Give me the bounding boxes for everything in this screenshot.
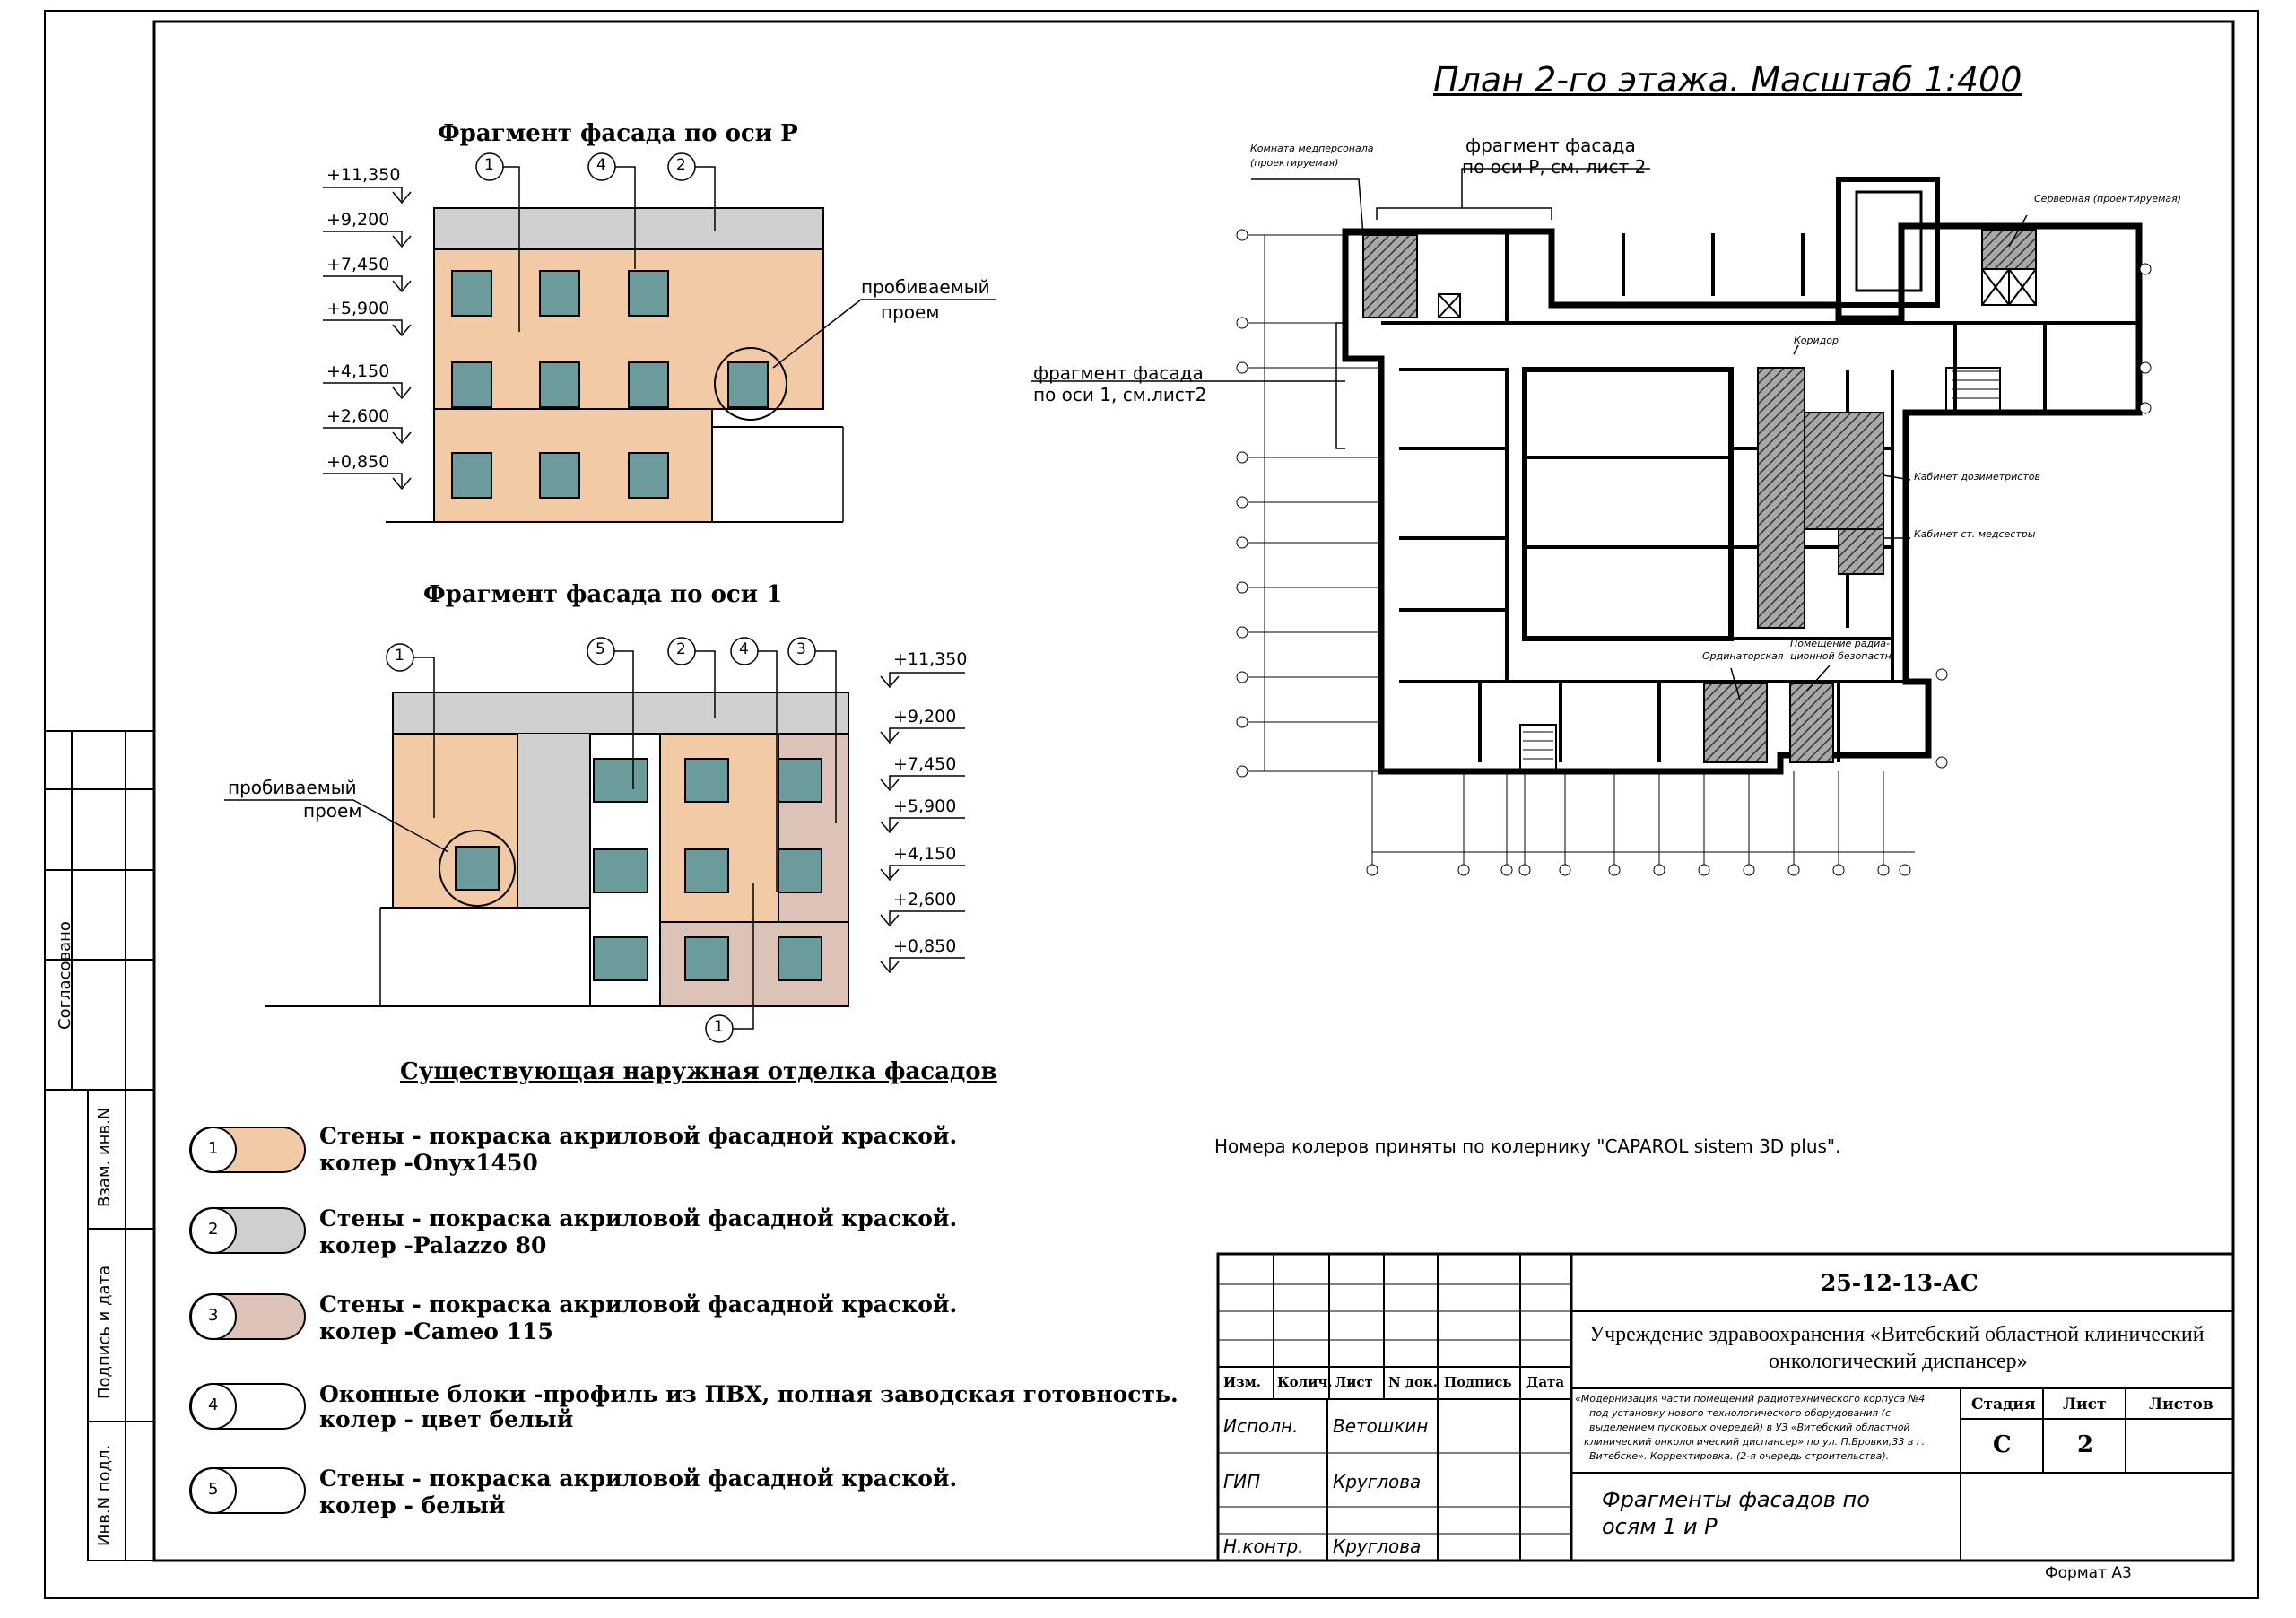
legend-3-line1: Стены - покраска акриловой фасадной краской.	[319, 1292, 958, 1318]
room-corridor: Коридор	[1794, 335, 1839, 346]
room-staff: Комната медперсонала	[1250, 143, 1374, 154]
finishes-title: Существующая наружная отделка фасадов	[400, 1058, 997, 1085]
hdr-ndok: N док.	[1388, 1374, 1438, 1390]
stage-header: Стадия	[1971, 1396, 2036, 1414]
name-executor: Ветошкин	[1333, 1415, 1429, 1437]
elev-1-3: +7,450	[893, 754, 957, 774]
legend-num-4: 4	[208, 1396, 219, 1414]
legend-4-line1: Оконные блоки -профиль из ПВХ, полная заводская готовность.	[319, 1381, 1178, 1407]
caparol-note: Номера колеров приняты по колернику "CAPAROL sistem 3D plus".	[1214, 1135, 1841, 1157]
callout-p-1: 1	[484, 156, 494, 174]
room-radiation-2: ционной безопастн.	[1790, 650, 1895, 662]
legend-5-line1: Стены - покраска акриловой фасадной краской.	[319, 1466, 958, 1492]
elev-p-2: +9,200	[326, 210, 390, 230]
elev-p-5: +4,150	[326, 361, 390, 381]
room-staff-sub: (проектируемая)	[1250, 157, 1339, 169]
plan-axis-markers-bottom	[1367, 865, 1910, 875]
legend-5-line2: колер - белый	[319, 1492, 506, 1518]
project-line2: под установку нового технологического оборудования (с	[1589, 1407, 1892, 1419]
project-line3: выделением пусковых очередей) в УЗ «Витебский областной	[1589, 1422, 1910, 1433]
role-gip: ГИП	[1223, 1471, 1261, 1492]
format-label: Формат А3	[2045, 1564, 2132, 1582]
legend-num-2: 2	[208, 1220, 219, 1239]
plan-axis-lines-left	[1247, 235, 1381, 771]
frag-p-line2: по оси Р, см. лист 2	[1462, 156, 1647, 178]
elev-p-6: +2,600	[326, 406, 390, 426]
facade-p-drawing	[323, 153, 996, 522]
elev-1-5: +4,150	[893, 844, 957, 864]
elev-p-7: +0,850	[326, 452, 390, 472]
facade-p-title: Фрагмент фасада по оси Р	[438, 120, 798, 147]
project-line4: клинический онкологический диспансер» по ул. П.Бровки,33 в г.	[1584, 1436, 1926, 1448]
opening-note-p-1: пробиваемый	[861, 276, 990, 298]
legend-3-line2: колер -Cameo 115	[319, 1318, 553, 1344]
project-line1: «Модернизация части помещений радиотехнического корпуса №4	[1575, 1393, 1926, 1405]
side-label-replace: Взам. инв.N	[95, 1107, 114, 1207]
hdr-izm: Изм.	[1223, 1374, 1261, 1390]
opening-note-p-2: проем	[881, 301, 940, 323]
legend-1-line2: колер -Onyx1450	[319, 1150, 538, 1176]
name-gip: Круглова	[1333, 1471, 1422, 1492]
frag-1-line2: по оси 1, см.лист2	[1033, 384, 1207, 405]
frag-1-line1: фрагмент фасада	[1033, 362, 1204, 384]
callout-1-e: 3	[796, 640, 806, 658]
callout-1-d: 4	[739, 640, 749, 658]
elev-1-1: +11,350	[893, 649, 968, 669]
opening-note-1-1: пробиваемый	[228, 777, 357, 798]
org-line1: Учреждение здравоохранения «Витебский областной клинический	[1589, 1323, 2205, 1346]
org-line2: онкологический диспансер»	[1769, 1350, 2028, 1373]
plan-axis-lines-bottom	[1372, 771, 1915, 866]
room-radiation-1: Помещение радиа-	[1790, 638, 1890, 649]
callout-1-f: 1	[714, 1018, 724, 1036]
legend-4-line2: колер - цвет белый	[319, 1406, 574, 1432]
doc-code: 25-12-13-АС	[1821, 1270, 1979, 1296]
callout-1-b: 5	[596, 640, 605, 658]
legend-1-line1: Стены - покраска акриловой фасадной краской.	[319, 1123, 958, 1149]
project-line5: Витебске». Корректировка. (2-я очередь строительства).	[1589, 1450, 1890, 1462]
name-norm-control: Круглова	[1333, 1535, 1422, 1557]
side-label-inventory: Инв.N подл.	[95, 1444, 114, 1546]
elev-p-1: +11,350	[326, 165, 401, 185]
facade-1-drawing	[224, 638, 968, 1042]
sheet-value: 2	[2077, 1431, 2094, 1458]
callout-p-2: 2	[676, 156, 686, 174]
role-norm-control: Н.контр.	[1223, 1535, 1304, 1557]
elev-p-3: +7,450	[326, 255, 390, 274]
hdr-kolich: Колич.	[1277, 1374, 1333, 1390]
legend-2-line2: колер -Palazzo 80	[319, 1232, 547, 1258]
room-server: Серверная (проектируемая)	[2034, 193, 2182, 204]
hdr-list: Лист	[1335, 1374, 1373, 1390]
room-dosimetrists: Кабинет дозиметристов	[1914, 471, 2040, 483]
room-residents: Ординаторская	[1702, 650, 1784, 662]
sheet-title-line2: осям 1 и Р	[1602, 1514, 1718, 1539]
role-executor: Исполн.	[1223, 1415, 1299, 1437]
legend-num-3: 3	[208, 1306, 219, 1325]
callout-1-a: 1	[395, 647, 404, 665]
elev-1-6: +2,600	[893, 890, 957, 909]
legend-num-1: 1	[208, 1139, 219, 1158]
side-label-signature: Подпись и дата	[95, 1265, 114, 1399]
stage-value: С	[1993, 1431, 2012, 1458]
sheet-title-line1: Фрагменты фасадов по	[1602, 1487, 1870, 1512]
facade-1-title: Фрагмент фасада по оси 1	[423, 581, 783, 608]
hdr-data: Дата	[1526, 1374, 1565, 1390]
elev-p-4: +5,900	[326, 299, 390, 318]
sheet-header: Лист	[2063, 1396, 2107, 1414]
callout-1-c: 2	[676, 640, 686, 658]
legend-2-line1: Стены - покраска акриловой фасадной краской.	[319, 1205, 958, 1231]
opening-note-1-2: проем	[303, 800, 362, 822]
elev-1-2: +9,200	[893, 707, 957, 726]
agreed-label: Согласовано	[56, 921, 74, 1030]
elev-1-4: +5,900	[893, 796, 957, 816]
floor-plan	[1031, 169, 2151, 875]
frag-p-line1: фрагмент фасада	[1465, 135, 1636, 156]
plan-title: План 2-го этажа. Масштаб 1:400	[1433, 60, 2022, 100]
room-head-nurse: Кабинет ст. медсестры	[1914, 528, 2036, 540]
sheets-header: Листов	[2149, 1396, 2213, 1414]
legend-num-5: 5	[208, 1480, 219, 1499]
elev-1-7: +0,850	[893, 936, 957, 956]
hdr-podpis: Подпись	[1444, 1374, 1512, 1390]
facade-p-level-markers	[323, 187, 411, 489]
callout-p-4: 4	[596, 156, 606, 174]
